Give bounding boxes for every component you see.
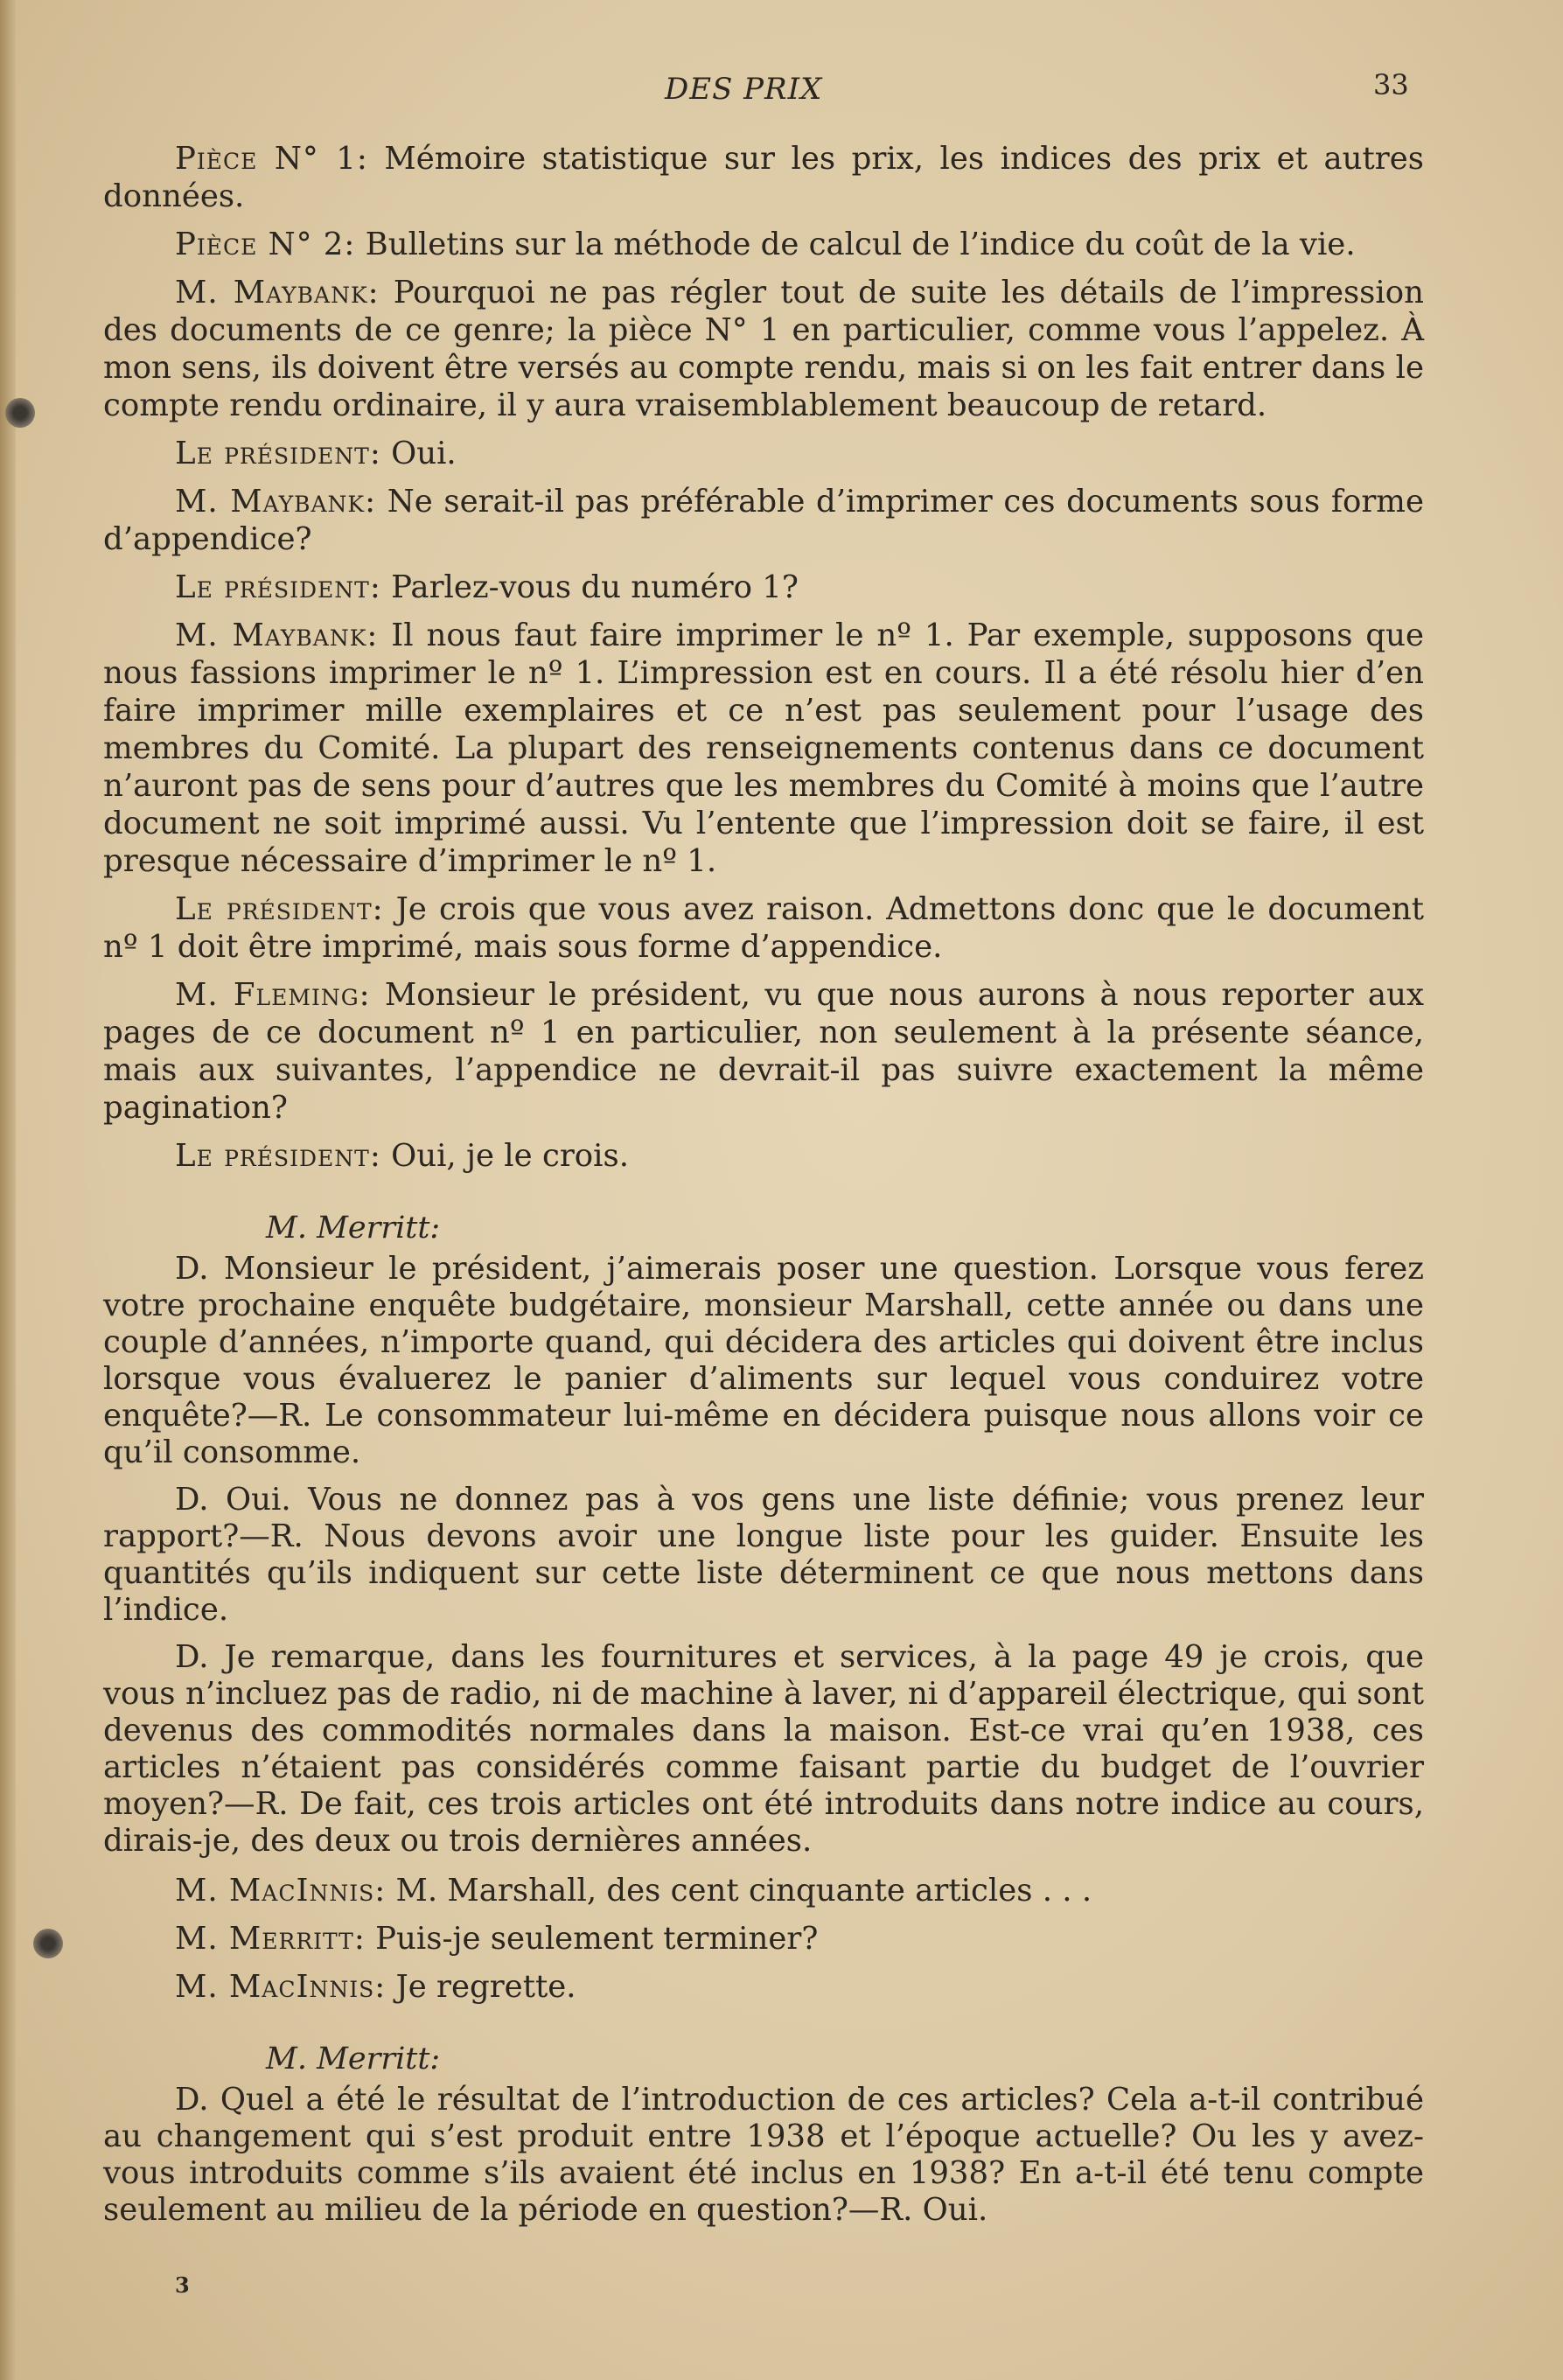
speech: Parlez-vous du numéro 1? [391, 569, 799, 605]
speaker: M. MacInnis: [175, 1873, 387, 1909]
interjection [103, 1920, 1424, 1958]
speaker: M. Merritt: [175, 1921, 366, 1957]
page-body [103, 140, 1424, 2239]
speech: Je regrette. [395, 1969, 576, 2005]
signature-mark: 3 [175, 2272, 190, 2298]
question-answer: D. Quel a été le résultat de l’introduction de ces articles? Cela a-t-il contribué au changement qui s’est produit entre 1938 et l’époque actuelle? Ou les y avez-vous introduits comme s’ils avaient été inclus en 1938? En a-t-il été tenu compte seulement au milieu de la période en question?—R. Oui. [103, 2082, 1424, 2228]
speaker: Le président: [175, 891, 384, 927]
speech: Puis-je seulement terminer? [375, 1921, 819, 1957]
speech: Ne serait-il pas préférable d’imprimer ces documents sous forme d’appendice? [103, 484, 1424, 557]
dialogue-line [103, 274, 1424, 424]
speech: Pourquoi ne pas régler tout de suite les détails de l’impression des documents de ce genre; la pièce N° 1 en particulier, comme vous l’appelez. À mon sens, ils doivent être versés au compte rendu, mais si on les fait entrer dans le compte rendu ordinaire, il y aura vraisemblablement beaucoup de retard. [103, 275, 1424, 423]
dialogue-line [103, 483, 1424, 558]
dialogue-line [103, 1137, 1424, 1175]
speaker: M. Maybank: [175, 484, 377, 520]
page-edge [0, 0, 16, 2380]
question-answer: D. Oui. Vous ne donnez pas à vos gens une liste définie; vous prenez leur rapport?—R. Nous devons avoir une longue liste pour les guider. Ensuite les quantités qu’ils indiquent sur cette liste déterminent ce que nous mettons dans l’indice. [103, 1482, 1424, 1628]
interjection [103, 1968, 1424, 2006]
speech: Oui, je le crois. [391, 1138, 630, 1174]
dialogue-line [103, 890, 1424, 966]
question-answer: D. Monsieur le président, j’aimerais poser une question. Lorsque vous ferez votre prochaine enquête budgétaire, monsieur Marshall, cette année ou dans une couple d’années, n’importe quand, qui décidera des articles qui doivent être inclus lorsque vous évaluerez le panier d’aliments sur lequel vous conduirez votre enquête?—R. Le consommateur lui-même en décidera puisque nous allons voir ce qu’il consomme. [103, 1251, 1424, 1470]
speaker: Le président: [175, 569, 381, 605]
speech: M. Marshall, des cent cinquante articles . . . [395, 1873, 1092, 1909]
piece-1 [103, 140, 1424, 215]
speaker: M. Fleming: [175, 977, 371, 1013]
interjection [103, 1872, 1424, 1909]
piece-text: Bulletins sur la méthode de calcul de l’indice du coût de la vie. [365, 227, 1356, 262]
dialogue-line [103, 976, 1424, 1127]
dialogue-line [103, 617, 1424, 880]
section-heading: M. Merritt: [266, 1211, 441, 1246]
piece-text: Mémoire statistique sur les prix, les indices des prix et autres données. [103, 141, 1424, 214]
page-number: 33 [1373, 68, 1409, 101]
speaker: M. Maybank: [175, 618, 379, 653]
binding-hole-top [5, 398, 35, 428]
piece-label: Pièce N° 2: [175, 227, 356, 262]
speech: Je crois que vous avez raison. Admettons donc que le document nº 1 doit être imprimé, mais sous forme d’appendice. [103, 891, 1424, 965]
speech: Il nous faut faire imprimer le nº 1. Par exemple, supposons que nous fassions imprimer le nº 1. L’impression est en cours. Il a été résolu hier d’en faire imprimer mille exemplaires et ce n’est pas seulement pour l’usage des membres du Comité. La plupart des renseignements contenus dans ce document n’auront pas de sens pour d’autres que les membres du Comité à moins que l’autre document ne soit imprimé aussi. Vu l’entente que l’impression doit se faire, il est presque nécessaire d’imprimer le nº 1. [103, 618, 1424, 879]
section-heading: M. Merritt: [266, 2041, 441, 2076]
speech: Monsieur le président, vu que nous aurons à nous reporter aux pages de ce document nº 1 en particulier, non seulement à la présente séance, mais aux suivantes, l’appendice ne devrait-il pas suivre exactement la même pagination? [103, 977, 1424, 1126]
piece-2 [103, 226, 1424, 263]
speech: Oui. [391, 436, 457, 471]
speaker: Le président: [175, 1138, 381, 1174]
speaker: M. MacInnis: [175, 1969, 387, 2005]
binding-hole-bottom [33, 1929, 63, 1958]
running-header [0, 68, 1563, 110]
piece-label: Pièce N° 1: [175, 141, 368, 177]
question-answer: D. Je remarque, dans les fournitures et services, à la page 49 je crois, que vous n’incluez pas de radio, ni de machine à laver, ni d’appareil électrique, qui sont devenus des commodités normales dans la maison. Est-ce vrai qu’en 1938, ces articles n’étaient pas considérés comme faisant partie du budget de l’ouvrier moyen?—R. De fait, ces trois articles ont été introduits dans notre indice au cours, dirais-je, des deux ou trois dernières années. [103, 1639, 1424, 1859]
running-title: DES PRIX [665, 72, 823, 107]
speaker: M. Maybank: [175, 275, 380, 311]
dialogue-line [103, 435, 1424, 472]
dialogue-line [103, 569, 1424, 606]
speaker: Le président: [175, 436, 381, 471]
